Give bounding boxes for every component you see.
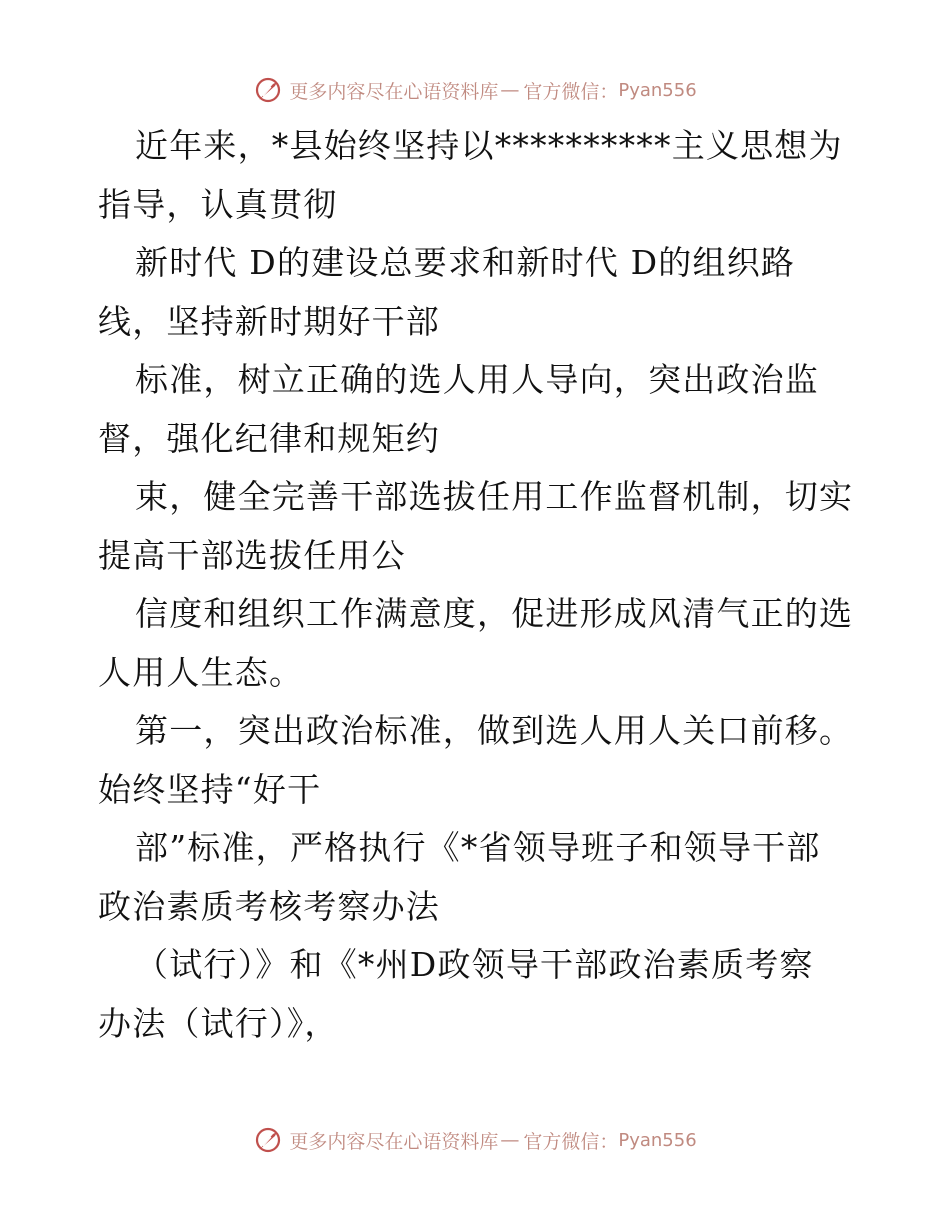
- text-line: 指导，认真贯彻: [98, 184, 338, 224]
- footer-watermark: [0, 1122, 950, 1158]
- watermark-dash: —: [500, 79, 520, 101]
- text-line: 近年来，*县始终坚持以**********主义思想为: [135, 126, 843, 165]
- text-line: （试行）》和《*州D政领导干部政治素质考察: [135, 945, 814, 984]
- watermark-wechat-id: Pyan556: [618, 1129, 697, 1151]
- watermark-text: 更多内容尽在心语资料库: [289, 1130, 499, 1153]
- text-line: 新时代 D的建设总要求和新时代 D的组织路: [135, 243, 796, 282]
- text-line: 办法（试行）》，: [98, 1003, 339, 1043]
- watermark-text: 更多内容尽在心语资料库: [289, 80, 499, 103]
- text-line: 束，健全完善干部选拔任用工作监督机制，切实: [135, 477, 854, 516]
- watermark-wechat-id: Pyan556: [618, 79, 697, 101]
- text-line: 标准，树立正确的选人用人导向，突出政治监: [135, 360, 819, 399]
- watermark-wechat-label: 官方微信：: [523, 1130, 619, 1153]
- text-line: 督，强化纪律和规矩约: [98, 418, 440, 458]
- text-line: 线，坚持新时期好干部: [98, 301, 440, 341]
- body-text: [98, 117, 868, 1053]
- text-line: 政治素质考核考察办法: [98, 886, 440, 926]
- text-line: 始终坚持“好干: [98, 769, 322, 809]
- text-line: 人用人生态。: [98, 652, 304, 692]
- quill-pen-logo-icon: [253, 75, 283, 105]
- watermark-wechat-label: 官方微信：: [523, 80, 619, 103]
- text-line: 提高干部选拔任用公: [98, 535, 406, 575]
- quill-pen-logo-icon: [253, 1125, 283, 1155]
- text-line: 信度和组织工作满意度，促进形成风清气正的选: [135, 594, 854, 633]
- watermark-dash: —: [500, 1129, 520, 1151]
- text-line: 第一，突出政治标准，做到选人用人关口前移。: [135, 711, 854, 750]
- header-watermark: [0, 72, 950, 108]
- text-line: 部”标准，严格执行《*省领导班子和领导干部: [135, 828, 821, 867]
